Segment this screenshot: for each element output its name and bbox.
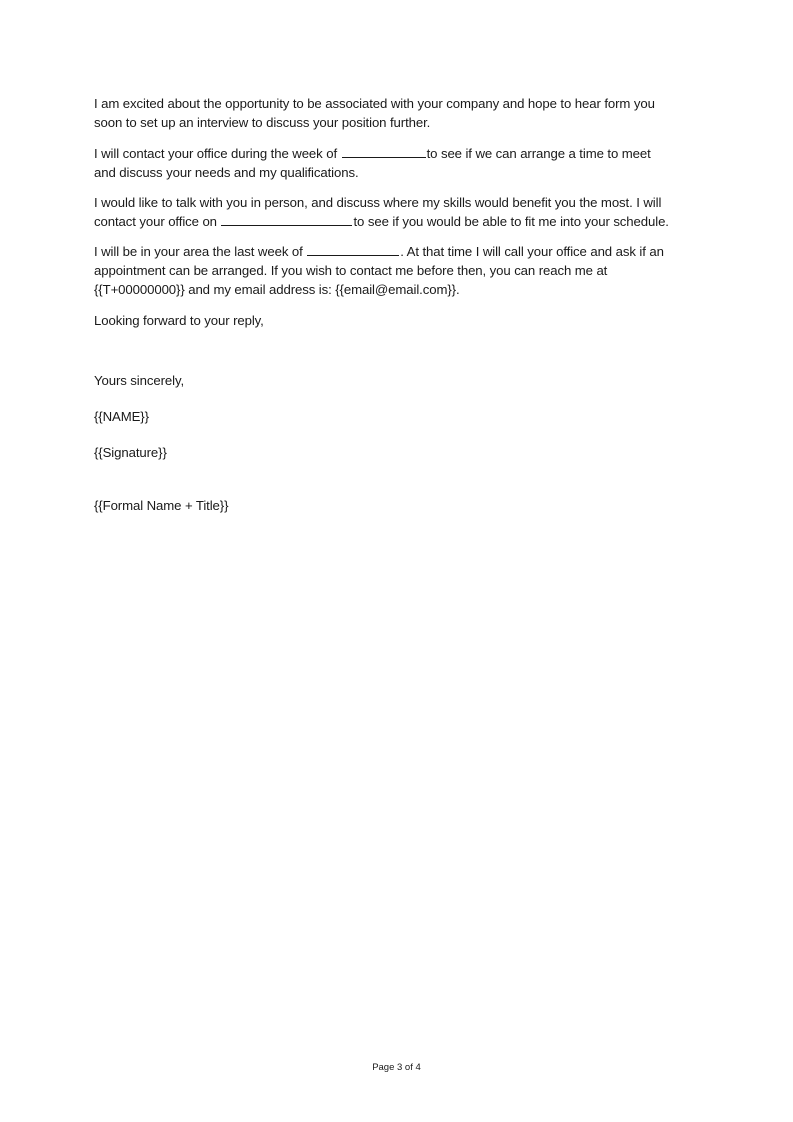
text-line: and discuss your needs and my qualifications. <box>94 165 359 180</box>
text-line <box>94 144 704 163</box>
page-number-footer: Page 3 of 4 <box>372 1062 421 1073</box>
text-segment: to see if you would be able to fit me into your schedule. <box>353 214 669 229</box>
sign-off <box>94 371 704 390</box>
signature-placeholder <box>94 443 704 462</box>
blank-fill-line <box>342 144 426 158</box>
text-segment: to see if we can arrange a time to meet <box>426 146 651 161</box>
formal-name-placeholder <box>94 496 704 515</box>
text-line: {{T+00000000}} and my email address is: {{email@email.com}}. <box>94 282 460 297</box>
text-segment: I will be in your area the last week of <box>94 244 307 259</box>
paragraph-interview-request <box>94 94 704 132</box>
paragraph-in-area <box>94 242 704 299</box>
text-line: {{Formal Name + Title}} <box>94 498 229 513</box>
blank-fill-line <box>307 242 399 256</box>
text-line: Looking forward to your reply, <box>94 313 264 328</box>
text-line: I am excited about the opportunity to be associated with your company and hope to hear form you <box>94 96 655 111</box>
text-line: {{Signature}} <box>94 445 167 460</box>
text-line: I would like to talk with you in person, and discuss where my skills would benefit you the most. I will <box>94 195 662 210</box>
text-line: soon to set up an interview to discuss your position further. <box>94 115 431 130</box>
paragraph-talk-in-person <box>94 193 704 231</box>
text-line: appointment can be arranged. If you wish to contact me before then, you can reach me at <box>94 263 608 278</box>
name-placeholder <box>94 407 704 426</box>
text-segment: . At that time I will call your office and ask if an <box>400 244 664 259</box>
paragraph-contact-week <box>94 144 704 182</box>
closing-line <box>94 311 704 330</box>
blank-fill-line <box>221 212 352 226</box>
text-segment: I will contact your office during the week of <box>94 146 341 161</box>
text-segment: contact your office on <box>94 214 221 229</box>
text-line <box>94 242 704 261</box>
text-line: {{NAME}} <box>94 409 149 424</box>
text-line: Yours sincerely, <box>94 373 185 388</box>
text-line <box>94 212 704 231</box>
